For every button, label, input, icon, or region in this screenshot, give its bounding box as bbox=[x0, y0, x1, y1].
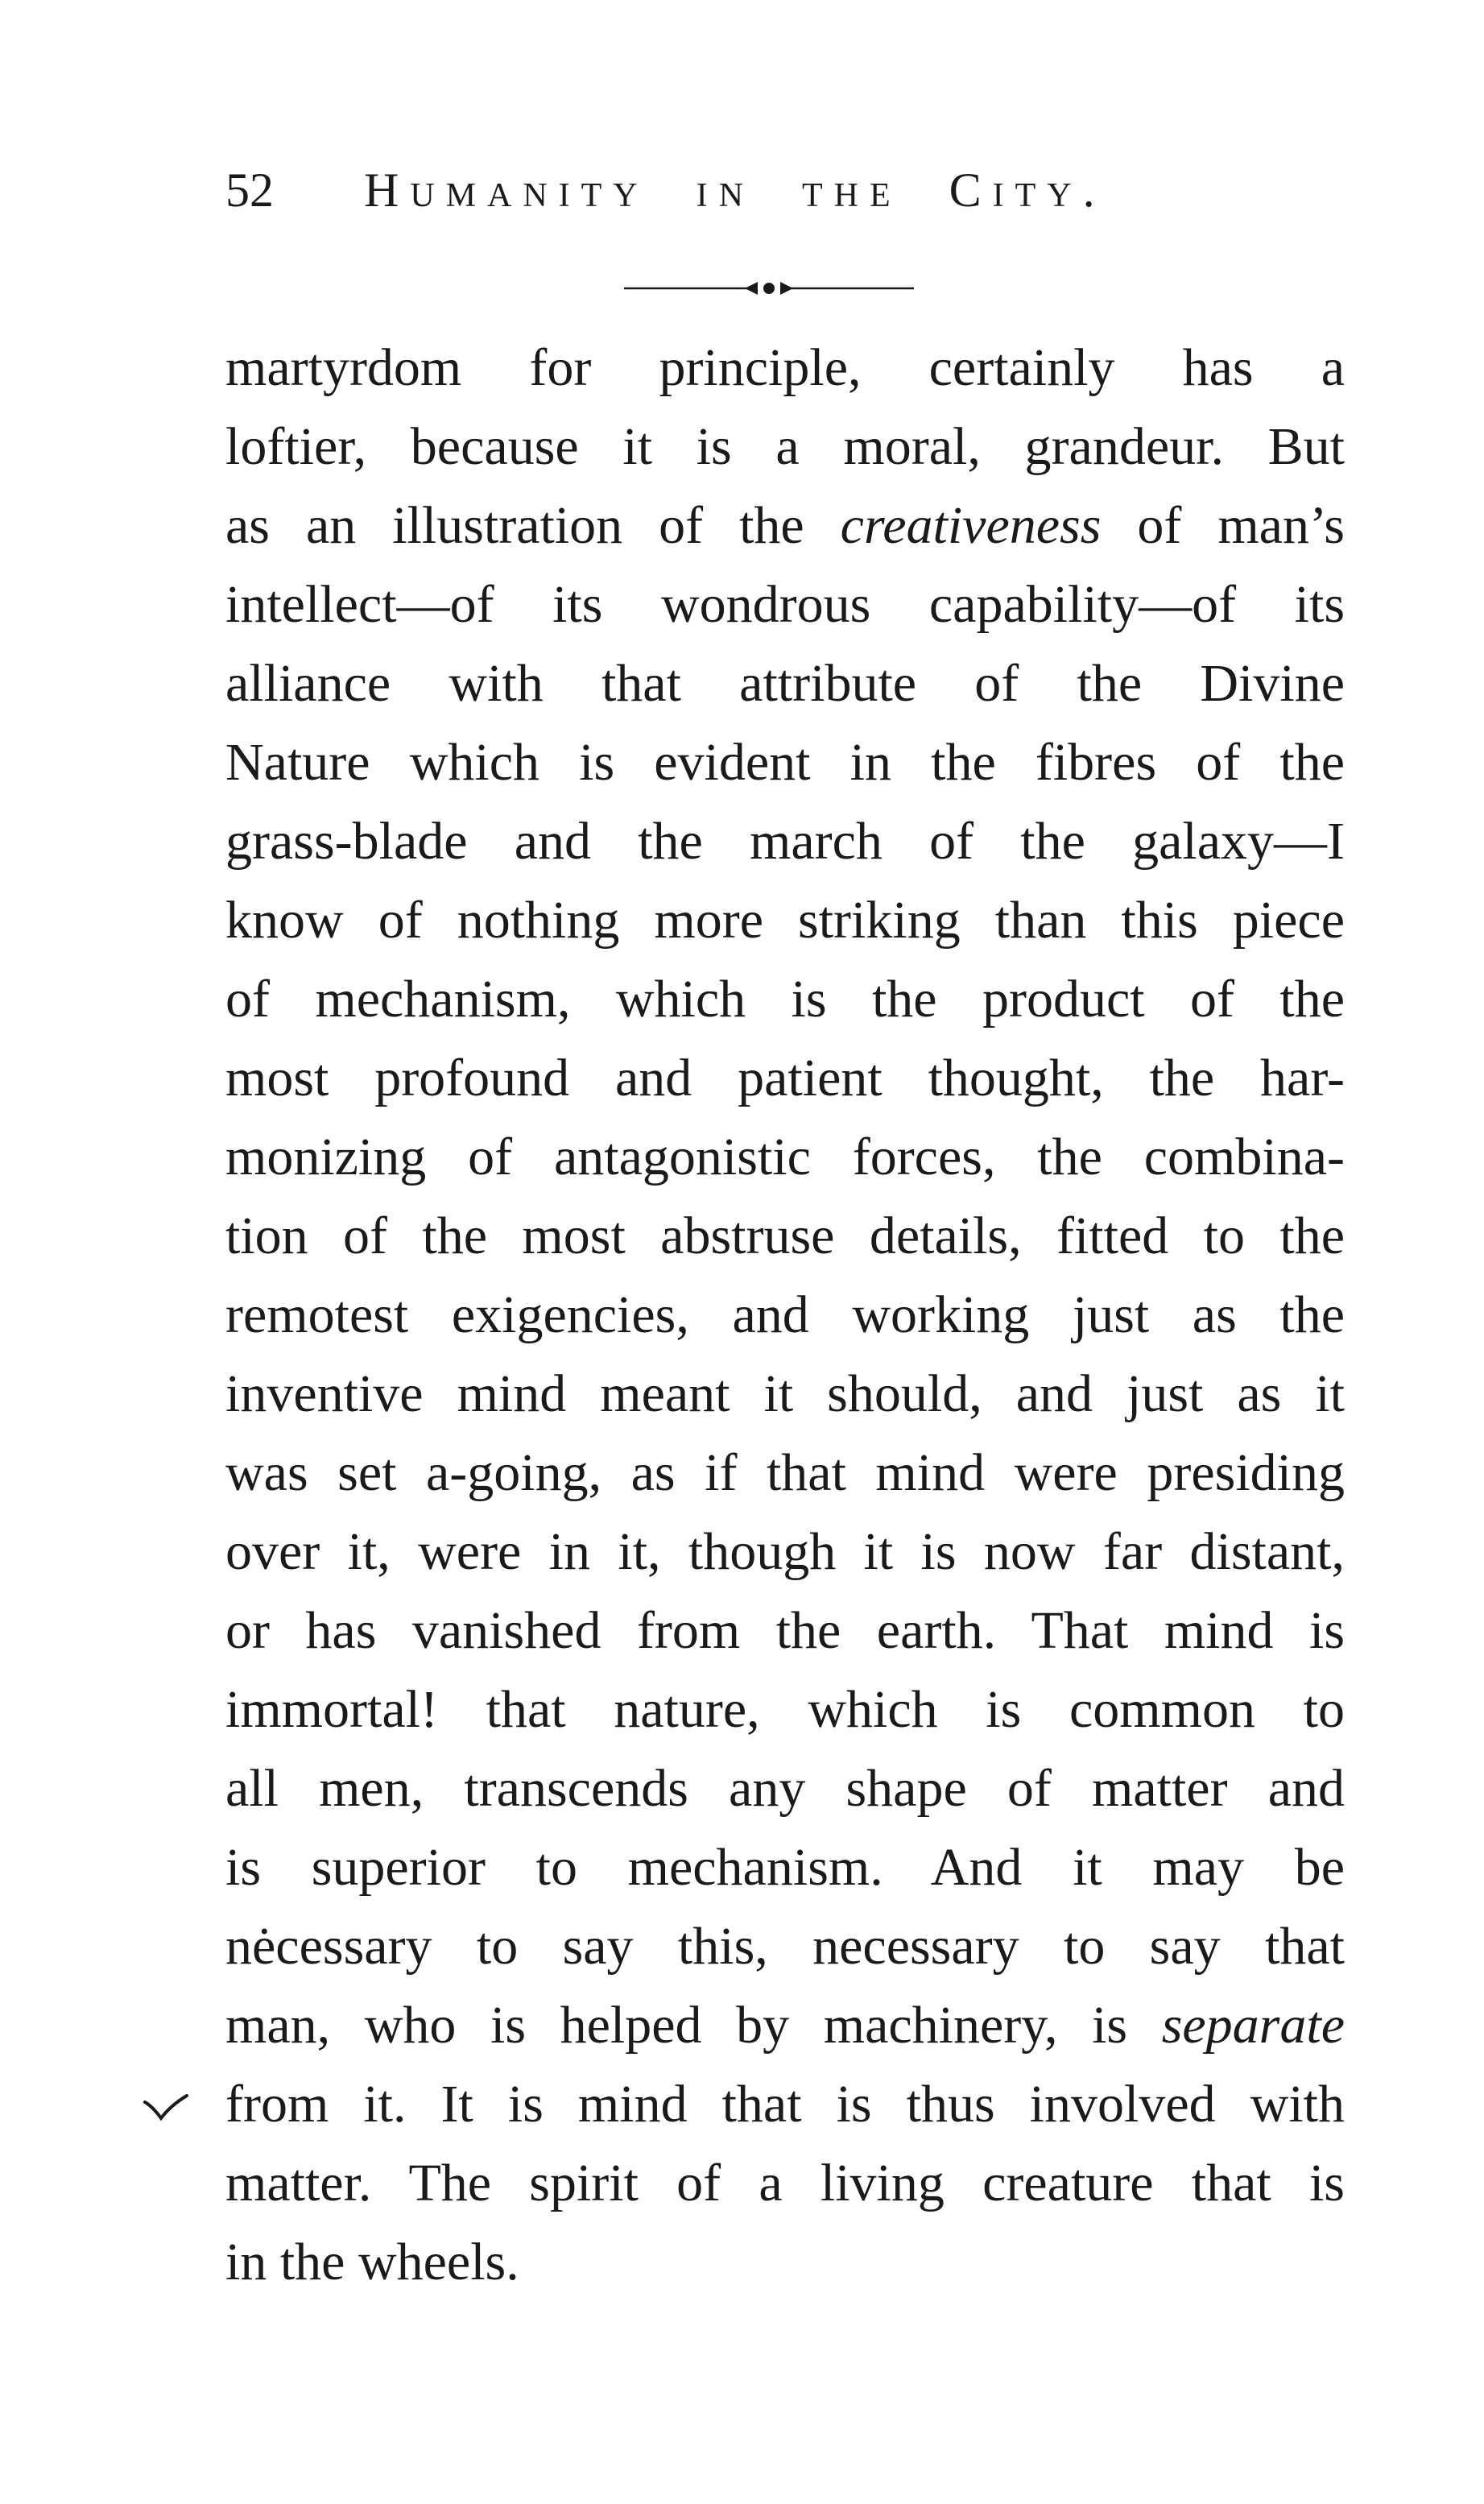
text-run: monizing of antagonistic forces, the combina- bbox=[225, 1128, 1345, 1186]
text-line bbox=[225, 329, 1345, 408]
text-line bbox=[225, 408, 1345, 486]
text-line bbox=[225, 2223, 1345, 2302]
text-run: all men, transcends any shape of matter and bbox=[225, 1759, 1345, 1818]
text-run: Nature which is evident in the fibres of the bbox=[225, 733, 1345, 792]
italic-phrase: separate bbox=[1161, 1996, 1345, 2055]
text-run: from it. It is mind that is thus involved with bbox=[225, 2075, 1345, 2134]
text-run: loftier, because it is a moral, grandeur. But bbox=[225, 417, 1345, 476]
text-run: man, who is helped by machinery, is bbox=[225, 1996, 1162, 2055]
text-line bbox=[225, 723, 1345, 802]
text-run: inventive mind meant it should, and just as it bbox=[225, 1364, 1345, 1423]
text-run: martyrdom for principle, certainly has a bbox=[225, 338, 1345, 397]
text-run: was set a-going, as if that mind were presiding bbox=[225, 1443, 1345, 1502]
text-line bbox=[225, 1513, 1345, 1591]
text-run: alliance with that attribute of the Divine bbox=[225, 654, 1345, 713]
text-line bbox=[225, 2144, 1345, 2223]
text-run: grass-blade and the march of the galaxy—I bbox=[225, 812, 1345, 871]
text-line bbox=[225, 1828, 1345, 1907]
text-line bbox=[225, 1434, 1345, 1513]
text-line bbox=[225, 1039, 1345, 1118]
text-line bbox=[225, 1986, 1345, 2065]
text-line bbox=[225, 2065, 1345, 2144]
text-run: intellect—of its wondrous capability—of its bbox=[225, 575, 1345, 634]
text-run: in the wheels. bbox=[225, 2233, 519, 2291]
text-run: tion of the most abstruse details, fitted to the bbox=[225, 1206, 1345, 1265]
text-line bbox=[225, 802, 1345, 881]
running-header bbox=[225, 158, 1272, 222]
text-line bbox=[225, 881, 1345, 960]
text-run: is superior to mechanism. And it may be bbox=[225, 1838, 1345, 1897]
text-run: over it, were in it, though it is now far distant, bbox=[225, 1522, 1345, 1581]
text-run: most profound and patient thought, the har- bbox=[225, 1049, 1345, 1107]
italic-phrase: creativeness bbox=[840, 496, 1102, 555]
text-line bbox=[225, 1276, 1345, 1355]
text-run: of man’s bbox=[1101, 496, 1345, 555]
text-run: as an illustration of the bbox=[225, 496, 841, 555]
body-text bbox=[225, 329, 1345, 2302]
text-line bbox=[225, 1591, 1345, 1670]
text-run: remotest exigencies, and working just as the bbox=[225, 1285, 1345, 1344]
ornament-rule-icon bbox=[624, 279, 914, 298]
text-line bbox=[225, 1749, 1345, 1828]
text-line bbox=[225, 486, 1345, 565]
text-run: nėcessary to say this, necessary to say that bbox=[225, 1917, 1345, 1976]
text-line bbox=[225, 1355, 1345, 1434]
text-run: of mechanism, which is the product of the bbox=[225, 970, 1345, 1029]
running-title: Humanity in the City. bbox=[364, 163, 1106, 217]
text-line bbox=[225, 644, 1345, 723]
text-run: or has vanished from the earth. That mind is bbox=[225, 1601, 1345, 1660]
text-run: immortal! that nature, which is common to bbox=[225, 1680, 1345, 1739]
text-line bbox=[225, 565, 1345, 644]
text-line bbox=[225, 1197, 1345, 1276]
page-number: 52 bbox=[225, 163, 274, 217]
text-run: know of nothing more striking than this piece bbox=[225, 891, 1345, 950]
text-run: matter. The spirit of a living creature that is bbox=[225, 2154, 1345, 2212]
text-line bbox=[225, 1907, 1345, 1986]
text-line bbox=[225, 960, 1345, 1039]
margin-check-mark-icon bbox=[142, 2091, 190, 2129]
text-line bbox=[225, 1670, 1345, 1749]
text-line bbox=[225, 1118, 1345, 1197]
